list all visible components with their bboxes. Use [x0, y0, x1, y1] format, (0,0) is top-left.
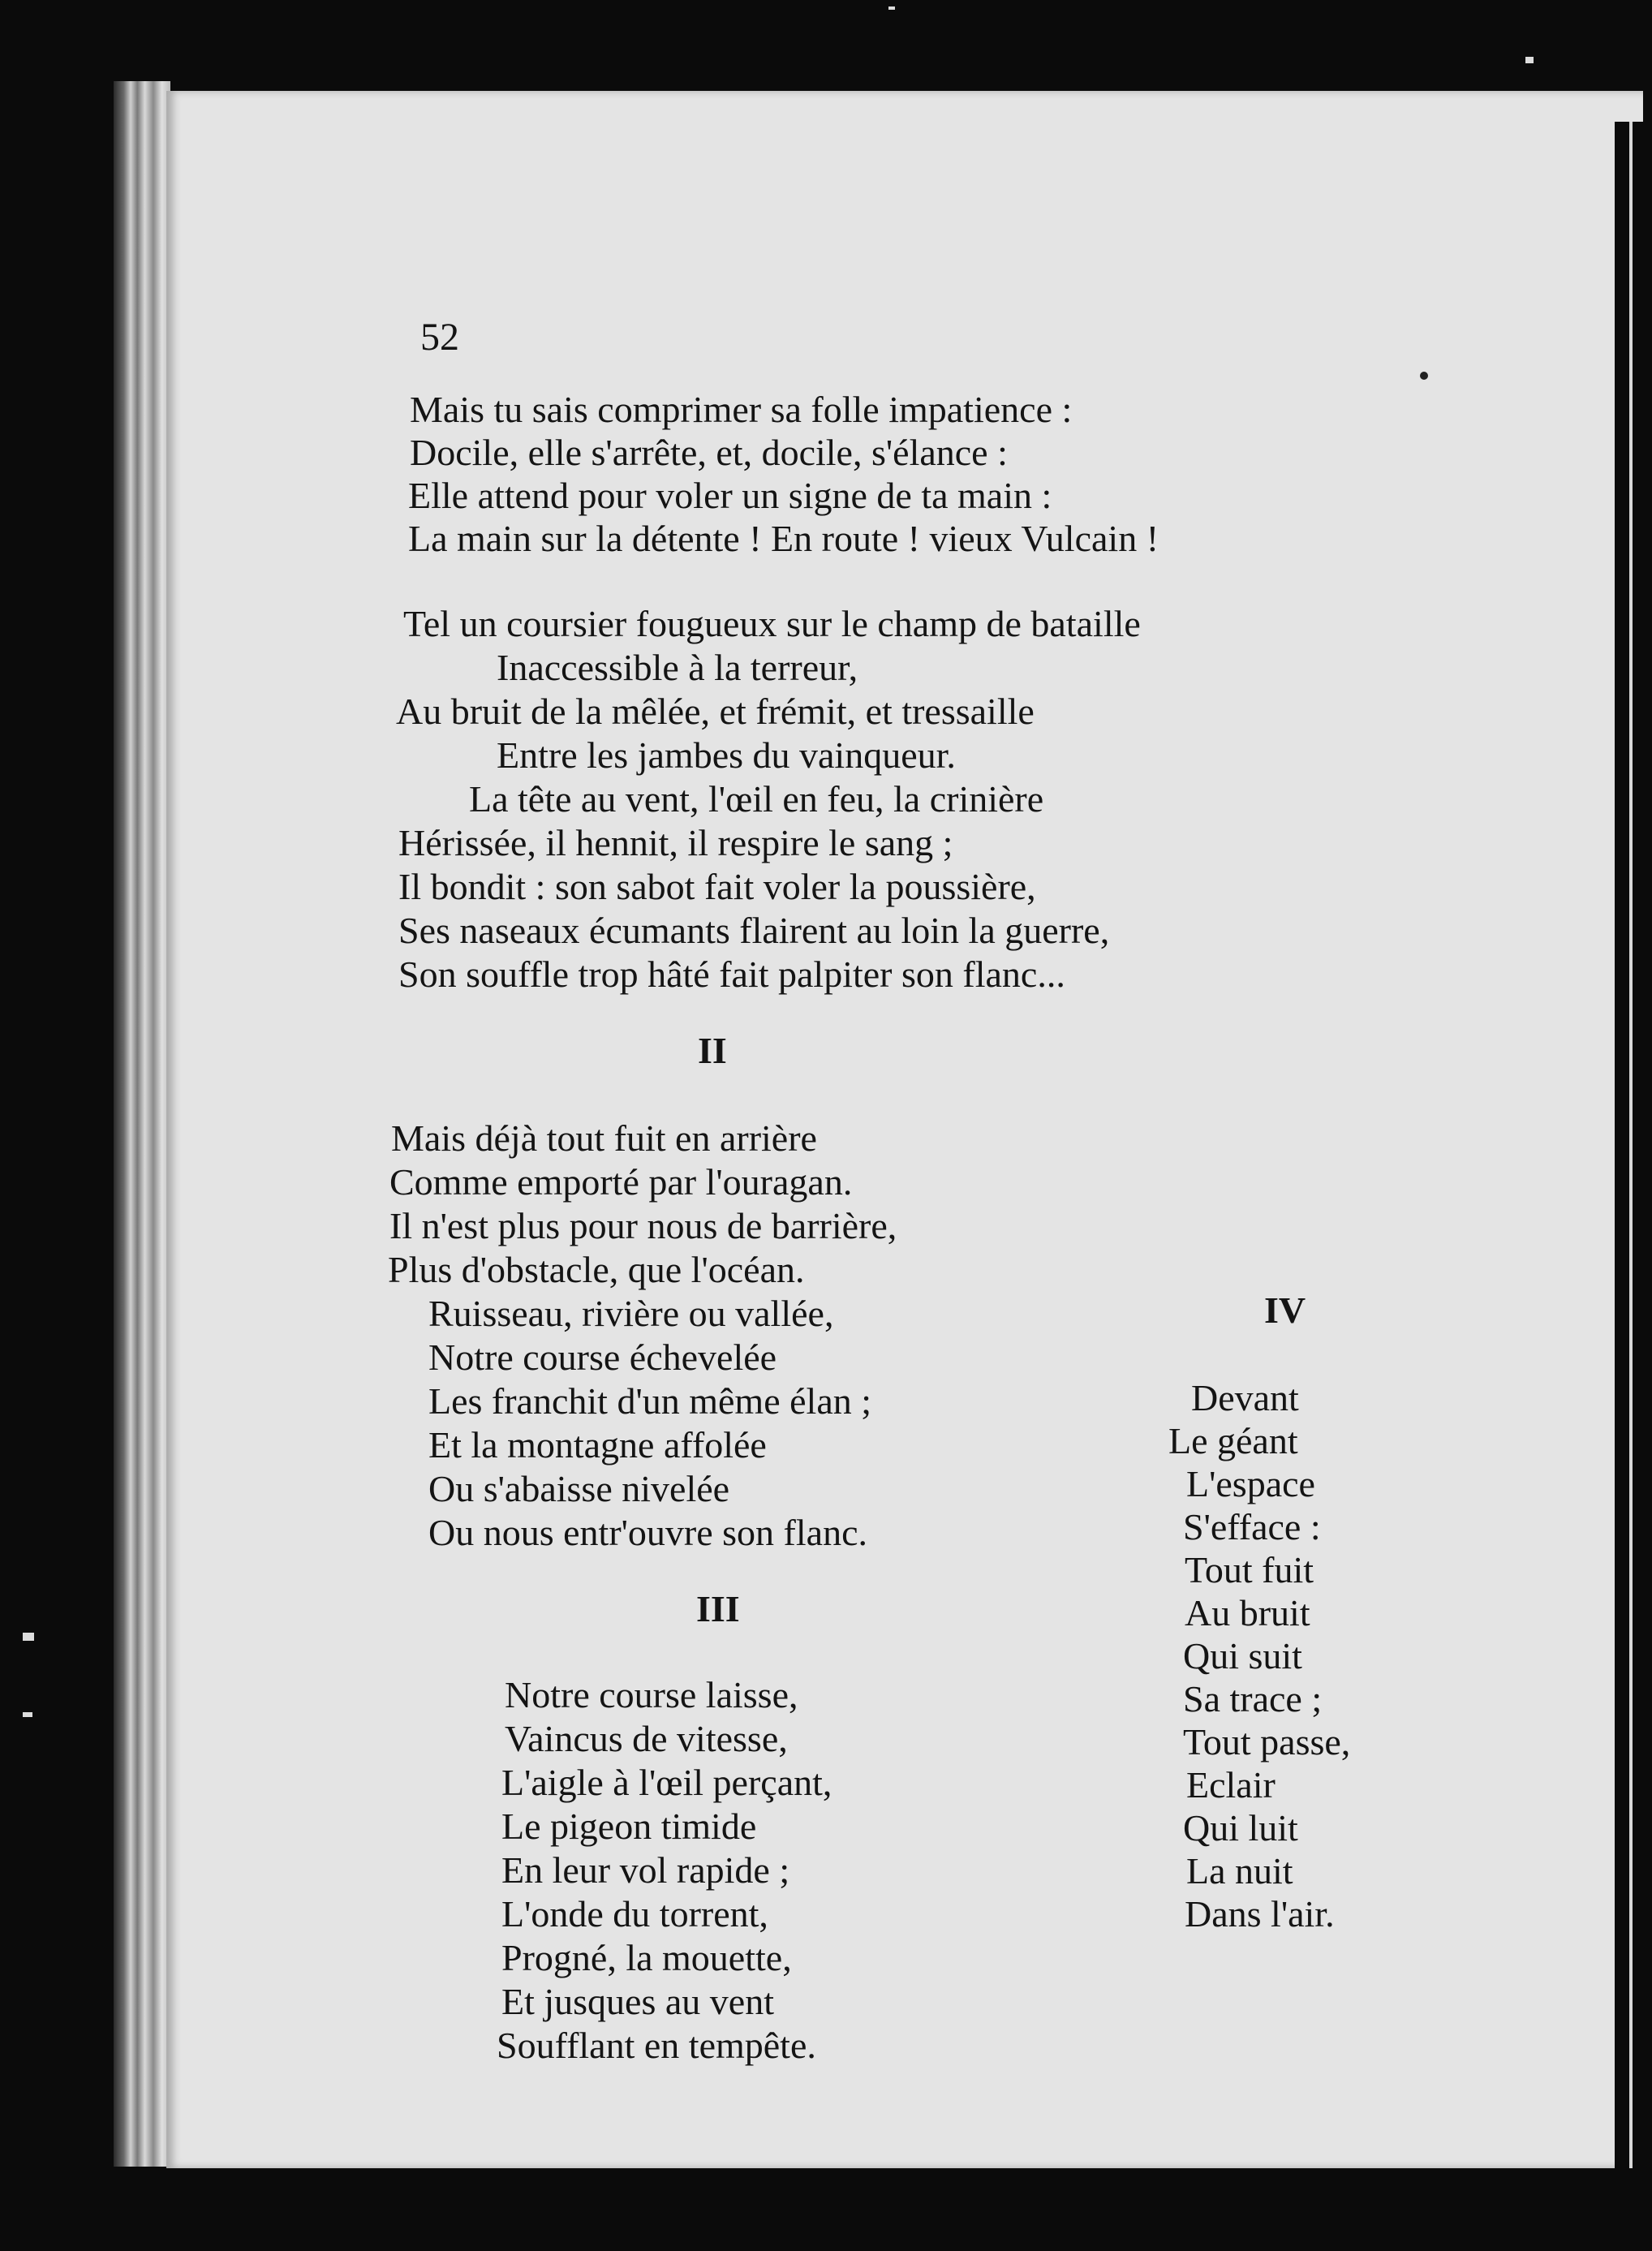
verse-line: Tout passe,	[1183, 1721, 1351, 1762]
verse-line: Devant	[1191, 1377, 1299, 1418]
verse-line: Comme emporté par l'ouragan.	[389, 1161, 853, 1203]
verse-line: Et jusques au vent	[501, 1981, 774, 2022]
verse-line: Il bondit : son sabot fait voler la poussière,	[398, 866, 1036, 907]
verse-line: Inaccessible à la terreur,	[497, 647, 858, 688]
verse-line: Hérissée, il hennit, il respire le sang ;	[398, 822, 953, 863]
verse-line: La nuit	[1186, 1850, 1293, 1892]
verse-line: Eclair	[1186, 1764, 1276, 1806]
verse-line: Plus d'obstacle, que l'océan.	[388, 1249, 805, 1290]
verse-line: Notre course laisse,	[505, 1674, 798, 1715]
verse-line: Entre les jambes du vainqueur.	[497, 734, 956, 776]
verse-line: Qui suit	[1183, 1635, 1302, 1676]
verse-line: Dans l'air.	[1185, 1893, 1335, 1935]
verse-line: La tête au vent, l'œil en feu, la crinière	[469, 778, 1044, 820]
verse-line: Qui luit	[1183, 1807, 1298, 1849]
verse-line: Mais tu sais comprimer sa folle impatience :	[410, 389, 1073, 430]
ink-dot	[1420, 372, 1428, 380]
verse-line: Les franchit d'un même élan ;	[428, 1380, 872, 1422]
scan-speck	[23, 1633, 34, 1641]
section-heading-iv: IV	[1264, 1289, 1306, 1331]
verse-line: Au bruit	[1185, 1592, 1310, 1633]
verse-line: L'espace	[1186, 1463, 1315, 1504]
verse-line: En leur vol rapide ;	[501, 1849, 790, 1891]
verse-line: Ou s'abaisse nivelée	[428, 1468, 730, 1509]
verse-line: S'efface :	[1183, 1506, 1321, 1547]
verse-line: Le pigeon timide	[501, 1806, 757, 1847]
verse-line: Ses naseaux écumants flairent au loin la guerre,	[398, 910, 1110, 951]
verse-line: Au bruit de la mêlée, et frémit, et tressaille	[396, 691, 1035, 732]
verse-line: La main sur la détente ! En route ! vieux Vulcain !	[408, 518, 1159, 559]
verse-line: L'aigle à l'œil perçant,	[501, 1762, 832, 1803]
scan-speck	[1525, 57, 1534, 63]
verse-line: Soufflant en tempête.	[497, 2025, 816, 2066]
verse-line: Le géant	[1168, 1420, 1298, 1461]
verse-line: Vaincus de vitesse,	[505, 1718, 788, 1759]
scan-speck	[888, 6, 895, 10]
verse-line: Tout fuit	[1185, 1549, 1314, 1590]
verse-line: Son souffle trop hâté fait palpiter son flanc...	[398, 953, 1065, 995]
scan-border-bottom	[0, 2168, 1652, 2251]
verse-line: Sa trace ;	[1183, 1678, 1323, 1719]
verse-line: Elle attend pour voler un signe de ta main :	[408, 475, 1052, 516]
verse-line: Progné, la mouette,	[501, 1937, 792, 1978]
verse-line: L'onde du torrent,	[501, 1893, 768, 1935]
section-heading-ii: II	[698, 1030, 727, 1071]
verse-line: Tel un coursier fougueux sur le champ de bataille	[403, 603, 1141, 644]
page-gutter-right	[1615, 122, 1652, 2175]
verse-line: Mais déjà tout fuit en arrière	[391, 1117, 817, 1159]
verse-line: Et la montagne affolée	[428, 1424, 767, 1466]
verse-line: Il n'est plus pour nous de barrière,	[389, 1205, 897, 1246]
book-spine	[114, 81, 170, 2167]
page-number: 52	[420, 316, 459, 359]
scan-speck	[23, 1712, 32, 1717]
verse-line: Ou nous entr'ouvre son flanc.	[428, 1512, 867, 1553]
next-page-edge	[1629, 122, 1633, 2175]
verse-line: Docile, elle s'arrête, et, docile, s'élance :	[410, 432, 1008, 473]
section-heading-iii: III	[696, 1588, 740, 1629]
verse-line: Ruisseau, rivière ou vallée,	[428, 1293, 834, 1334]
verse-line: Notre course échevelée	[428, 1336, 777, 1378]
